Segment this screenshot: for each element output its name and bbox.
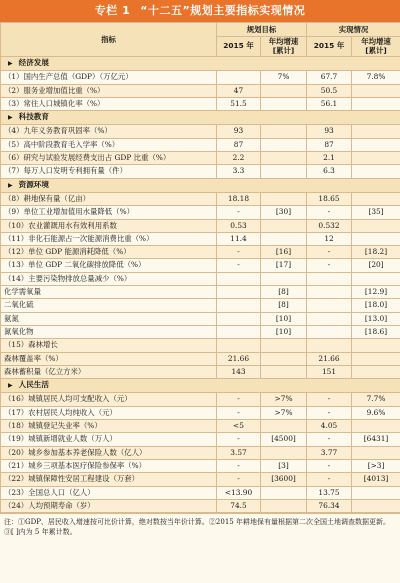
- indicator-name: （11）非化石能源占一次能源消费比重（%）: [1, 232, 217, 245]
- table-row: [1, 459, 400, 472]
- actual-2015-value: [307, 286, 352, 299]
- table-row: [1, 97, 400, 110]
- table-row: [1, 433, 400, 446]
- plan-growth-value: [8]: [261, 299, 307, 312]
- plan-2015-value: -: [217, 459, 261, 472]
- plan-growth-value: [4500]: [261, 433, 307, 446]
- indicator-name: （18）城镇登记失业率（%）: [1, 420, 217, 433]
- table-row: [1, 84, 400, 97]
- table-row: [1, 259, 400, 272]
- indicator-name: （3）常住人口城镇化率（%）: [1, 97, 217, 110]
- indicator-name: 森林蓄积量（亿立方米）: [1, 365, 217, 378]
- plan-2015-value: 74.5: [217, 499, 261, 512]
- plan-2015-value: 47: [217, 84, 261, 97]
- indicator-name: （5）高中阶段教育毛入学率（%）: [1, 138, 217, 151]
- table-row: [1, 125, 400, 138]
- plan-2015-value: 87: [217, 138, 261, 151]
- indicator-name: 氮氧化物: [1, 325, 217, 338]
- plan-2015-header: 2015 年: [217, 37, 261, 57]
- indicator-name: （23）全国总人口（亿人）: [1, 486, 217, 499]
- panel-label: 专栏 1: [94, 4, 131, 17]
- indicator-name: （17）农村居民人均纯收入（元）: [1, 406, 217, 419]
- table-row: [1, 246, 400, 259]
- plan-growth-value: [261, 97, 307, 110]
- table-row: [1, 365, 400, 378]
- actual-2015-value: 50.5: [307, 84, 352, 97]
- section-title: 资源环境: [18, 179, 49, 189]
- indicator-name: （14）主要污染物排放总量减少（%）: [1, 272, 217, 285]
- plan-growth-value: [261, 446, 307, 459]
- actual-growth-value: [6431]: [352, 433, 400, 446]
- plan-growth-value: >7%: [261, 406, 307, 419]
- plan-growth-value: [17]: [261, 259, 307, 272]
- plan-growth-value: [261, 339, 307, 352]
- actual-growth-value: [20]: [352, 259, 400, 272]
- table-row: [1, 473, 400, 486]
- actual-2015-value: -: [307, 206, 352, 219]
- actual-growth-header: 年均增速 [累计]: [352, 37, 400, 57]
- table-row: [1, 272, 400, 285]
- plan-growth-value: [10]: [261, 325, 307, 338]
- indicator-name: （10）农业灌溉用水有效利用系数: [1, 219, 217, 232]
- indicator-name: （8）耕地保有量（亿亩）: [1, 192, 217, 205]
- actual-growth-value: [352, 84, 400, 97]
- plan-growth-value: [261, 192, 307, 205]
- indicator-name: （16）城镇居民人均可支配收入（元）: [1, 393, 217, 406]
- table-row: [1, 420, 400, 433]
- indicator-name: 森林覆盖率（%）: [1, 352, 217, 365]
- plan-2015-value: 3.3: [217, 165, 261, 178]
- actual-growth-value: [35]: [352, 206, 400, 219]
- plan-2015-value: -: [217, 206, 261, 219]
- actual-growth-value: [352, 272, 400, 285]
- footnote: 注：①GDP、居民收入增速按可比价计算，绝对数按当年价计算。②2015 年耕地保有量根据第二次全国土地调查数据更新。③[ ]内为 5 年累计数。: [0, 513, 400, 540]
- indicator-name: （6）研究与试验发展经费支出占 GDP 比重（%）: [1, 152, 217, 165]
- indicator-name: （19）城镇新增就业人数（万人）: [1, 433, 217, 446]
- actual-growth-value: [352, 125, 400, 138]
- indicator-name: （1）国内生产总值（GDP）（万亿元）: [1, 71, 217, 84]
- table-row: [1, 206, 400, 219]
- plan-growth-value: [261, 138, 307, 151]
- indicator-name: （9）单位工业增加值用水量降低（%）: [1, 206, 217, 219]
- plan-2015-value: 11.4: [217, 232, 261, 245]
- plan-2015-value: -: [217, 406, 261, 419]
- table-row: [1, 165, 400, 178]
- actual-2015-value: 13.75: [307, 486, 352, 499]
- actual-column-header: 实现情况: [307, 23, 400, 37]
- section-title: 科技教育: [18, 112, 49, 122]
- plan-column-header: 规划目标: [217, 23, 307, 37]
- actual-growth-value: [352, 446, 400, 459]
- table-row: [1, 71, 400, 84]
- actual-growth-value: [4013]: [352, 473, 400, 486]
- plan-growth-value: [261, 219, 307, 232]
- actual-growth-value: [13.0]: [352, 312, 400, 325]
- section-title: 经济发展: [18, 58, 49, 67]
- actual-2015-value: -: [307, 406, 352, 419]
- actual-growth-value: [352, 138, 400, 151]
- indicator-name: （2）服务业增加值比重（%）: [1, 84, 217, 97]
- actual-2015-value: -: [307, 473, 352, 486]
- actual-growth-value: [352, 219, 400, 232]
- plan-growth-value: [3600]: [261, 473, 307, 486]
- indicators-table: [0, 22, 400, 513]
- actual-2015-value: 6.3: [307, 165, 352, 178]
- actual-growth-value: [352, 97, 400, 110]
- actual-growth-value: 7.7%: [352, 393, 400, 406]
- table-row: [1, 406, 400, 419]
- actual-growth-value: [352, 420, 400, 433]
- table-row: [1, 138, 400, 151]
- indicator-name: （12）单位 GDP 能源消耗降低（%）: [1, 246, 217, 259]
- plan-2015-value: [217, 339, 261, 352]
- actual-growth-value: [18.2]: [352, 246, 400, 259]
- plan-2015-value: -: [217, 246, 261, 259]
- plan-2015-value: -: [217, 259, 261, 272]
- indicator-name: （21）城乡三项基本医疗保险参保率（%）: [1, 459, 217, 472]
- plan-growth-value: [10]: [261, 312, 307, 325]
- actual-2015-value: 93: [307, 125, 352, 138]
- plan-growth-value: [3]: [261, 459, 307, 472]
- actual-2015-value: 0.532: [307, 219, 352, 232]
- actual-2015-value: -: [307, 433, 352, 446]
- table-row: [1, 232, 400, 245]
- table-row: [1, 192, 400, 205]
- plan-growth-value: 7%: [261, 71, 307, 84]
- actual-2015-value: 56.1: [307, 97, 352, 110]
- plan-growth-value: [261, 152, 307, 165]
- actual-2015-value: 3.77: [307, 446, 352, 459]
- section-header: [1, 57, 400, 71]
- plan-growth-value: [30]: [261, 206, 307, 219]
- plan-growth-value: [261, 84, 307, 97]
- table-row: [1, 325, 400, 338]
- table-row: [1, 286, 400, 299]
- actual-growth-value: [352, 339, 400, 352]
- plan-growth-value: [16]: [261, 246, 307, 259]
- plan-growth-value: [261, 486, 307, 499]
- table-row: [1, 446, 400, 459]
- plan-growth-value: [261, 232, 307, 245]
- actual-2015-value: -: [307, 459, 352, 472]
- actual-2015-value: [307, 299, 352, 312]
- actual-2015-value: -: [307, 259, 352, 272]
- table-row: [1, 499, 400, 512]
- triangle-icon: ▶: [8, 60, 13, 67]
- indicator-name: （4）九年义务教育巩固率（%）: [1, 125, 217, 138]
- plan-2015-value: 3.57: [217, 446, 261, 459]
- plan-2015-value: 0.53: [217, 219, 261, 232]
- actual-2015-value: 151: [307, 365, 352, 378]
- actual-2015-value: 76.34: [307, 499, 352, 512]
- actual-growth-value: [18.0]: [352, 299, 400, 312]
- table-row: [1, 299, 400, 312]
- plan-growth-value: [261, 352, 307, 365]
- section-header: [1, 111, 400, 125]
- actual-growth-value: [352, 165, 400, 178]
- actual-growth-value: [352, 232, 400, 245]
- table-row: [1, 219, 400, 232]
- actual-2015-value: 2.1: [307, 152, 352, 165]
- indicators-table-body: [1, 57, 400, 513]
- actual-2015-value: -: [307, 246, 352, 259]
- actual-growth-value: [>3]: [352, 459, 400, 472]
- plan-2015-value: [217, 325, 261, 338]
- actual-2015-value: [307, 339, 352, 352]
- actual-2015-value: 12: [307, 232, 352, 245]
- table-row: [1, 352, 400, 365]
- actual-2015-value: -: [307, 393, 352, 406]
- plan-2015-value: [217, 272, 261, 285]
- indicator-name: （7）每万人口发明专利拥有量（件）: [1, 165, 217, 178]
- plan-2015-value: -: [217, 393, 261, 406]
- indicator-name: （15）森林增长: [1, 339, 217, 352]
- plan-growth-value: [261, 420, 307, 433]
- table-row: [1, 312, 400, 325]
- actual-2015-value: [307, 325, 352, 338]
- actual-growth-value: [352, 192, 400, 205]
- table-row: [1, 393, 400, 406]
- plan-growth-value: >7%: [261, 393, 307, 406]
- actual-growth-value: [352, 499, 400, 512]
- plan-2015-value: <5: [217, 420, 261, 433]
- actual-growth-value: 9.6%: [352, 406, 400, 419]
- plan-growth-value: [261, 272, 307, 285]
- actual-2015-value: 4.05: [307, 420, 352, 433]
- plan-2015-value: [217, 286, 261, 299]
- plan-growth-value: [261, 499, 307, 512]
- plan-2015-value: [217, 299, 261, 312]
- indicator-name: （13）单位 GDP 二氧化碳排放降低（%）: [1, 259, 217, 272]
- actual-growth-value: [352, 152, 400, 165]
- actual-2015-value: 21.66: [307, 352, 352, 365]
- plan-2015-value: <13.90: [217, 486, 261, 499]
- actual-growth-value: [352, 365, 400, 378]
- actual-growth-value: [352, 486, 400, 499]
- table-row: [1, 486, 400, 499]
- actual-growth-value: [18.6]: [352, 325, 400, 338]
- panel-title-text: “十二五”规划主要指标实现情况: [140, 4, 306, 17]
- actual-growth-value: 7.8%: [352, 71, 400, 84]
- panel-title: [0, 0, 400, 22]
- actual-2015-value: 67.7: [307, 71, 352, 84]
- indicator-name: 氨氮: [1, 312, 217, 325]
- indicator-name: （22）城镇保障性安居工程建设（万套）: [1, 473, 217, 486]
- plan-2015-value: 51.5: [217, 97, 261, 110]
- indicator-column-header: 指标: [1, 23, 217, 57]
- plan-growth-value: [261, 125, 307, 138]
- plan-growth-value: [8]: [261, 286, 307, 299]
- indicator-name: 二氧化硫: [1, 299, 217, 312]
- plan-2015-value: [217, 312, 261, 325]
- triangle-icon: ▶: [8, 181, 13, 189]
- section-header: [1, 379, 400, 393]
- actual-growth-value: [352, 352, 400, 365]
- plan-growth-value: [261, 165, 307, 178]
- plan-growth-value: [261, 365, 307, 378]
- actual-2015-value: 18.65: [307, 192, 352, 205]
- actual-2015-value: 87: [307, 138, 352, 151]
- indicator-name: 化学需氧量: [1, 286, 217, 299]
- section-header: [1, 178, 400, 192]
- plan-2015-value: [217, 71, 261, 84]
- plan-2015-value: 18.18: [217, 192, 261, 205]
- triangle-icon: ▶: [8, 382, 13, 390]
- plan-2015-value: 93: [217, 125, 261, 138]
- plan-2015-value: 143: [217, 365, 261, 378]
- indicator-name: （20）城乡参加基本养老保险人数（亿人）: [1, 446, 217, 459]
- plan-growth-header: 年均增速 [累计]: [261, 37, 307, 57]
- indicator-name: （24）人均预期寿命（岁）: [1, 499, 217, 512]
- plan-2015-value: 21.66: [217, 352, 261, 365]
- triangle-icon: ▶: [8, 114, 13, 122]
- actual-2015-value: [307, 312, 352, 325]
- plan-2015-value: -: [217, 473, 261, 486]
- table-row: [1, 152, 400, 165]
- plan-2015-value: -: [217, 433, 261, 446]
- actual-2015-value: [307, 272, 352, 285]
- section-title: 人民生活: [18, 380, 49, 390]
- plan-2015-value: 2.2: [217, 152, 261, 165]
- table-row: [1, 339, 400, 352]
- actual-growth-value: [12.9]: [352, 286, 400, 299]
- actual-2015-header: 2015 年: [307, 37, 352, 57]
